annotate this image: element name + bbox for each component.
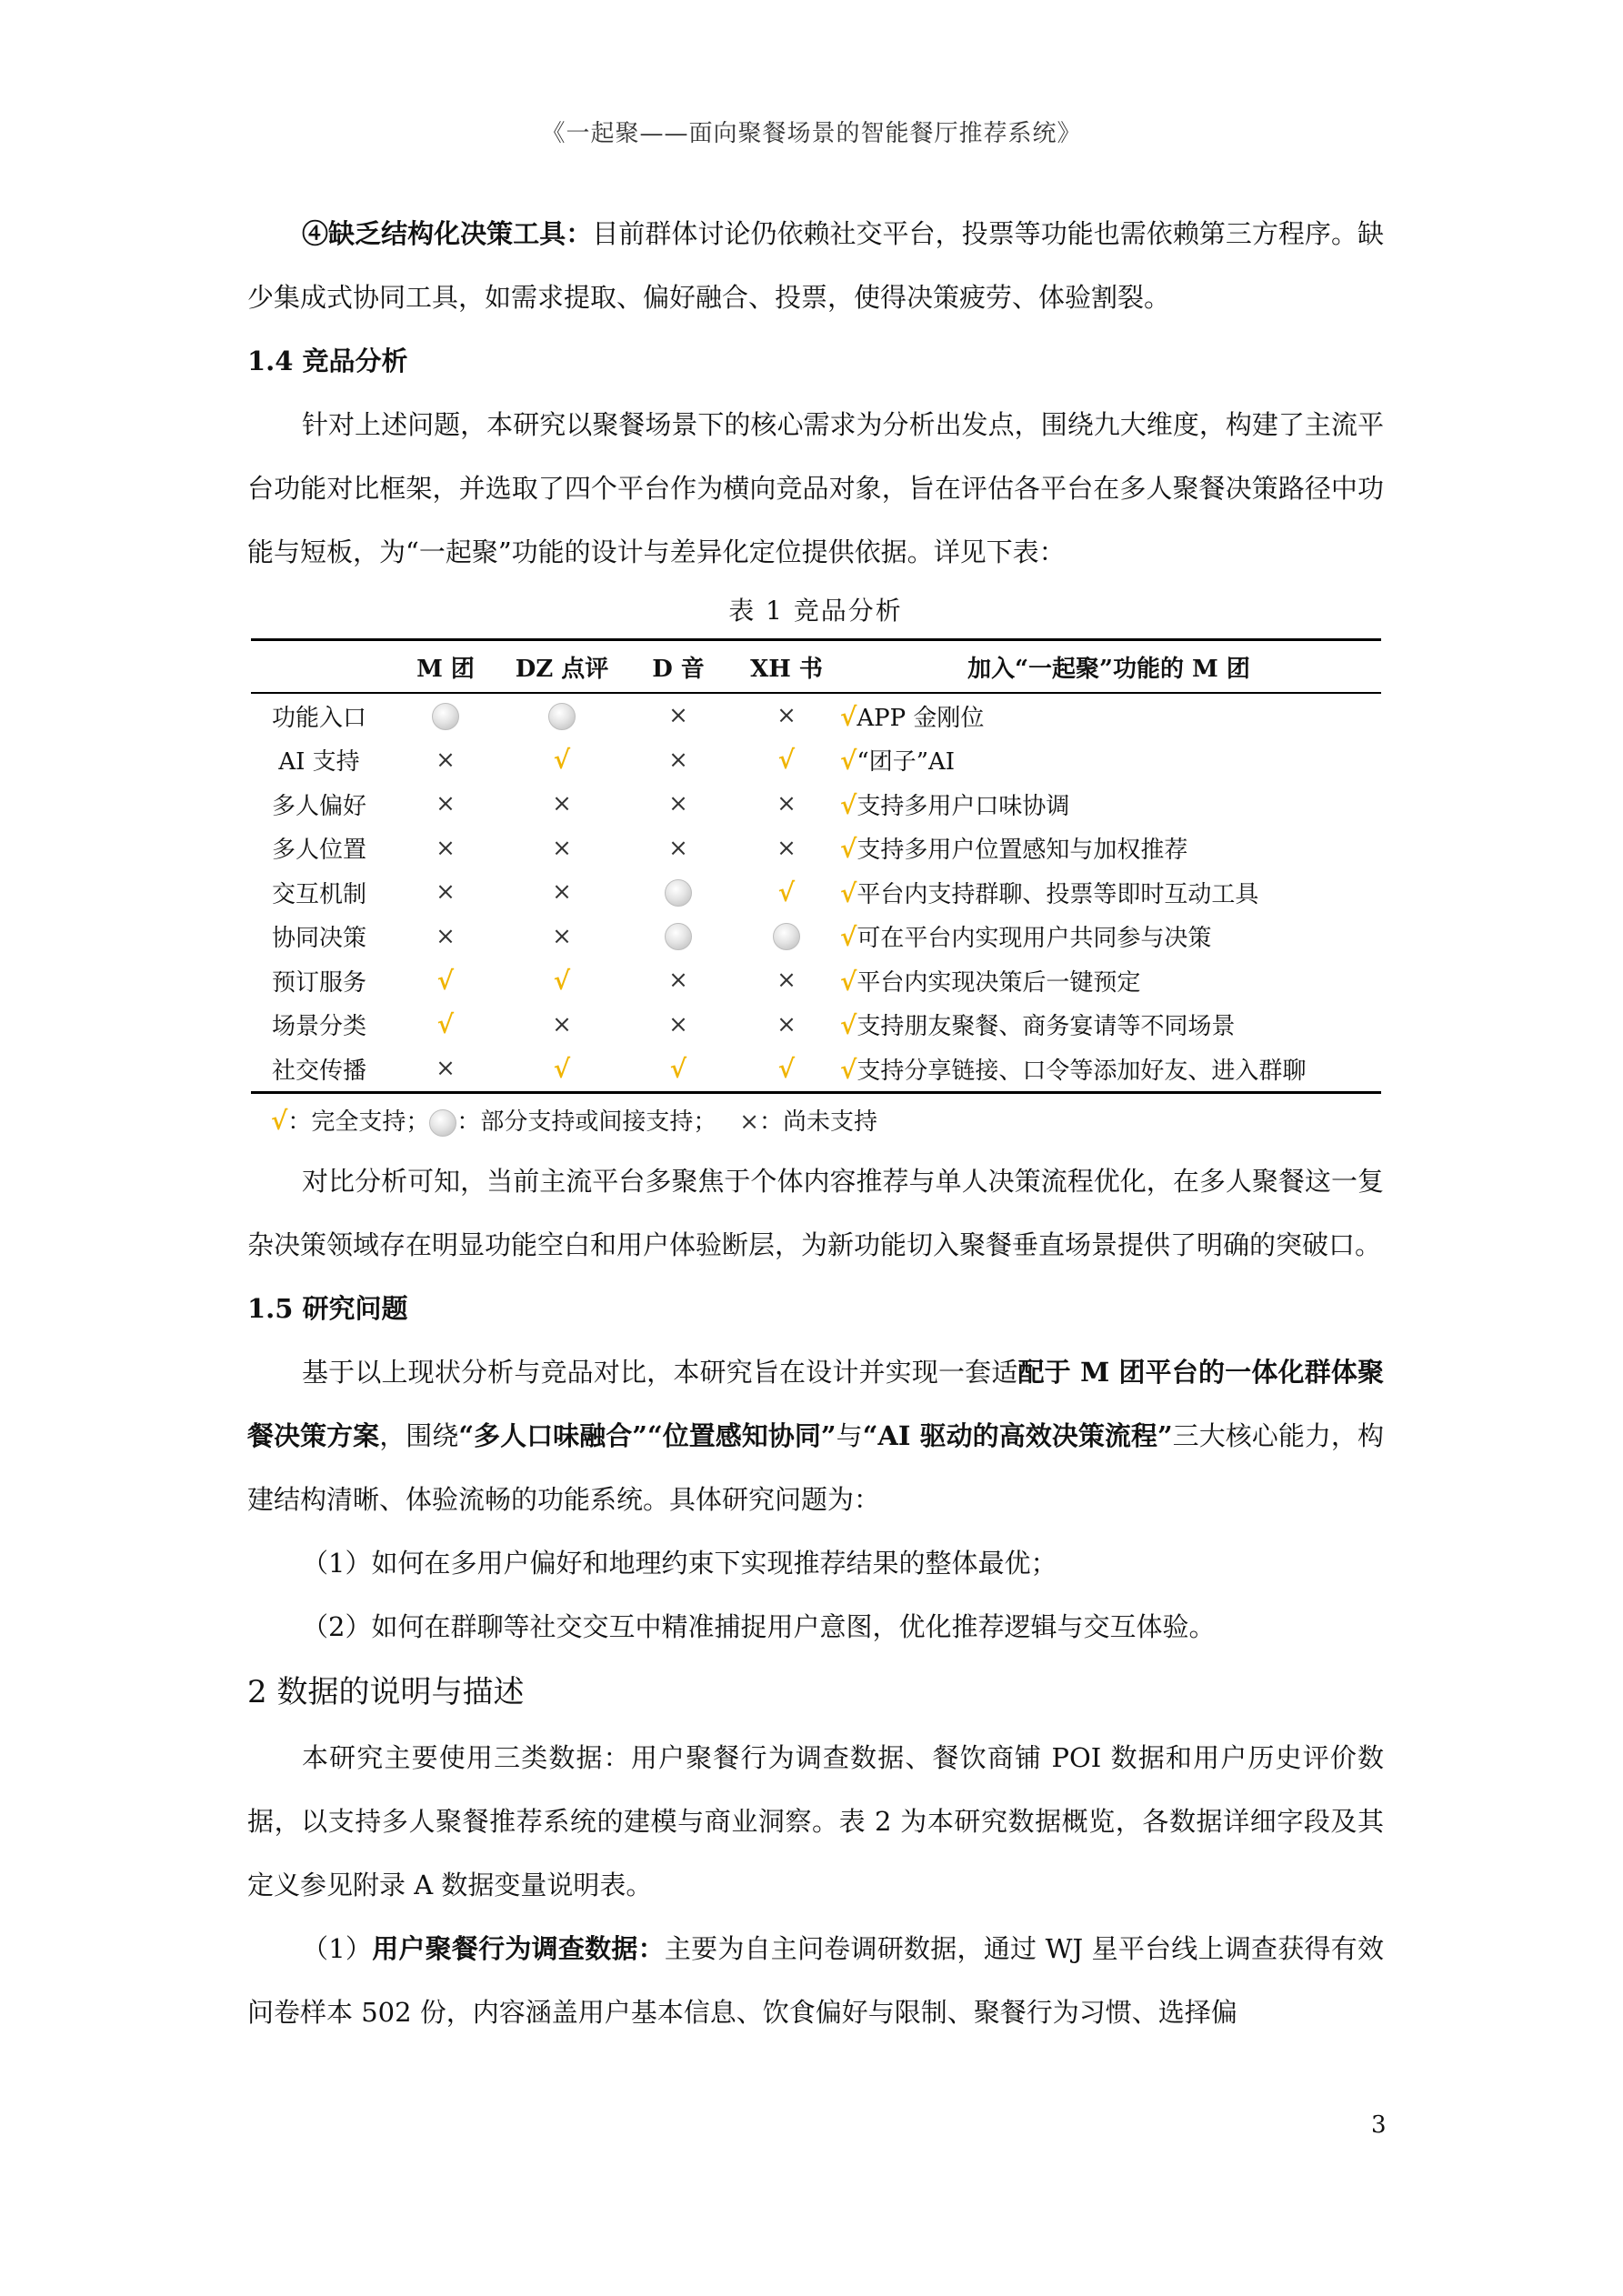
cross-icon: × xyxy=(436,746,456,774)
support-cell xyxy=(387,1003,504,1048)
bold-run: “多人口味融合”“位置感知协同” xyxy=(458,1419,837,1451)
support-cell xyxy=(387,782,504,827)
check-icon: √ xyxy=(840,1010,857,1041)
feature-desc-cell xyxy=(837,827,1381,871)
support-cell xyxy=(620,693,736,738)
feature-cell: AI 支持 xyxy=(278,748,360,777)
cross-icon: × xyxy=(668,746,688,774)
support-cell xyxy=(504,738,620,783)
feature-desc: “团子”AI xyxy=(857,748,956,777)
table-header-row xyxy=(251,640,1381,694)
table-row xyxy=(251,1047,1381,1092)
support-cell xyxy=(387,915,504,959)
support-cell xyxy=(387,693,504,738)
feature-desc: 可在平台内实现用户共同参与决策 xyxy=(857,925,1212,953)
support-cell xyxy=(504,870,620,915)
check-icon: √ xyxy=(840,746,857,777)
feature-cell: 场景分类 xyxy=(271,1013,366,1041)
cross-icon: × xyxy=(436,834,456,862)
support-cell xyxy=(387,958,504,1003)
feature-cell: 多人位置 xyxy=(271,837,366,865)
cross-icon: × xyxy=(552,834,572,862)
bold-run: 用户聚餐行为调查数据： xyxy=(372,1932,665,1964)
header-cell: 加入“一起聚”功能的 M 团 xyxy=(837,640,1381,694)
header-cell: DZ 点评 xyxy=(504,640,620,694)
cross-icon: × xyxy=(668,1010,688,1038)
support-cell xyxy=(504,782,620,827)
support-cell xyxy=(736,782,837,827)
table-row xyxy=(251,782,1381,827)
legend-no: ：尚未支持 xyxy=(759,1108,878,1136)
cross-icon: × xyxy=(552,1010,572,1038)
feature-desc: 平台内实现决策后一键预定 xyxy=(857,968,1141,997)
paragraph-lack-tools xyxy=(247,202,1384,329)
support-cell xyxy=(620,738,736,783)
support-cell xyxy=(504,1003,620,1048)
feature-cell: 交互机制 xyxy=(271,880,366,908)
feature-desc-cell xyxy=(837,958,1381,1003)
header-cell: M 团 xyxy=(387,640,504,694)
cross-icon: × xyxy=(776,702,796,730)
cross-icon: × xyxy=(552,922,572,950)
cross-icon: × xyxy=(776,834,796,862)
check-icon: √ xyxy=(840,789,857,820)
feature-desc-cell xyxy=(837,1003,1381,1048)
check-icon: √ xyxy=(840,701,857,732)
support-cell xyxy=(387,827,504,871)
table-row xyxy=(251,870,1381,915)
paragraph-survey-data xyxy=(247,1917,1384,2044)
check-icon: √ xyxy=(669,1053,687,1084)
text-run: 主要为自主问卷调研数据，通过 WJ 星平台线上调查获得有效问卷样本 502 份，内容涵盖用户基本信息、饮食偏好与限制、聚餐行为习惯、选择偏 xyxy=(247,1932,1384,2028)
check-icon: √ xyxy=(553,745,571,776)
header-cell: D 音 xyxy=(620,640,736,694)
feature-desc: 支持多用户口味协调 xyxy=(857,792,1070,820)
text-run: 三大核心能力，构建结构清晰、体验流畅的功能系统。具体研究问题为： xyxy=(247,1419,1384,1515)
header-cell xyxy=(251,640,387,694)
partial-circle-icon xyxy=(429,1109,456,1137)
check-icon: √ xyxy=(436,1009,455,1040)
paragraph-competitor-intro: 针对上述问题，本研究以聚餐场景下的核心需求为分析出发点，围绕九大维度，构建了主流平台功能对比框架，并选取了四个平台作为横向竞品对象，旨在评估各平台在多人聚餐决策路径中功能与短板，为“一起聚”功能的设计与差异化定位提供依据。详见下表： xyxy=(247,409,1384,567)
header-cell: XH 书 xyxy=(736,640,837,694)
partial-circle-icon xyxy=(665,879,692,907)
support-cell xyxy=(620,958,736,1003)
feature-cell: 功能入口 xyxy=(271,704,366,732)
section-heading-1-5: 1.5 研究问题 xyxy=(247,1292,408,1324)
cross-icon: × xyxy=(552,878,572,907)
cross-icon: × xyxy=(776,790,796,818)
bold-run: “AI 驱动的高效决策流程” xyxy=(862,1419,1173,1451)
support-cell xyxy=(504,915,620,959)
check-icon: √ xyxy=(777,745,796,776)
paragraph-text: 目前群体讨论仍依赖社交平台，投票等功能也需依赖第三方程序。缺少集成式协同工具，如需求提取、偏好融合、投票，使得决策疲劳、体验割裂。 xyxy=(247,218,1384,313)
legend-yes: ：完全支持； xyxy=(287,1108,430,1136)
check-icon: √ xyxy=(271,1105,288,1136)
table-row xyxy=(251,958,1381,1003)
support-cell xyxy=(387,738,504,783)
cross-icon: × xyxy=(668,790,688,818)
feature-cell: 预订服务 xyxy=(271,968,366,997)
table-caption: 表 1 竞品分析 xyxy=(728,596,903,626)
table-row xyxy=(251,693,1381,738)
research-question-2: （2）如何在群聊等社交交互中精准捕捉用户意图，优化推荐逻辑与交互体验。 xyxy=(302,1610,1216,1642)
text-run: ，围绕 xyxy=(379,1419,459,1451)
support-cell xyxy=(620,1047,736,1092)
feature-cell: 社交传播 xyxy=(271,1057,366,1085)
text-run: 与 xyxy=(836,1419,863,1451)
table-row xyxy=(251,827,1381,871)
section-heading-1-4: 1.4 竞品分析 xyxy=(247,346,408,376)
support-cell xyxy=(736,1003,837,1048)
check-icon: √ xyxy=(553,1053,571,1084)
page-content xyxy=(247,202,1384,2044)
support-cell xyxy=(504,1047,620,1092)
cross-icon: × xyxy=(668,702,688,730)
cross-icon: × xyxy=(668,834,688,862)
feature-desc-cell xyxy=(837,1047,1381,1092)
support-cell xyxy=(620,827,736,871)
support-cell xyxy=(736,1047,837,1092)
support-cell xyxy=(736,693,837,738)
support-cell xyxy=(504,827,620,871)
support-cell xyxy=(504,958,620,1003)
paragraph-research-goal xyxy=(247,1340,1384,1531)
partial-circle-icon xyxy=(665,923,692,950)
cross-icon: × xyxy=(436,1055,456,1083)
support-cell xyxy=(387,1047,504,1092)
cross-icon: × xyxy=(436,878,456,907)
cross-icon: × xyxy=(436,922,456,950)
feature-cell: 多人偏好 xyxy=(271,792,366,820)
feature-desc-cell xyxy=(837,782,1381,827)
page-number: 3 xyxy=(1371,2111,1387,2139)
text-run: （1） xyxy=(302,1932,373,1964)
support-cell xyxy=(736,870,837,915)
support-cell xyxy=(504,693,620,738)
feature-desc: 平台内支持群聊、投票等即时互动工具 xyxy=(857,880,1259,908)
check-icon: √ xyxy=(436,965,455,996)
partial-circle-icon xyxy=(548,703,576,730)
cross-icon: × xyxy=(552,790,572,818)
cross-icon: × xyxy=(436,790,456,818)
support-cell xyxy=(736,958,837,1003)
check-icon: √ xyxy=(840,834,857,865)
paragraph-data-overview: 本研究主要使用三类数据：用户聚餐行为调查数据、餐饮商铺 POI 数据和用户历史评价数据，以支持多人聚餐推荐系统的建模与商业洞察。表 2 为本研究数据概览，各数据详细字段及其定义参见附录 A 数据变量说明表。 xyxy=(247,1741,1384,1900)
table-row xyxy=(251,915,1381,959)
support-cell xyxy=(736,738,837,783)
feature-desc: 支持分享链接、口令等添加好友、进入群聊 xyxy=(857,1057,1307,1085)
check-icon: √ xyxy=(777,1053,796,1084)
feature-desc: 支持朋友聚餐、商务宴请等不同场景 xyxy=(857,1013,1236,1041)
legend-partial: ：部分支持或间接支持； xyxy=(456,1108,717,1136)
cross-icon: × xyxy=(776,1010,796,1038)
support-cell xyxy=(736,915,837,959)
feature-desc-cell xyxy=(837,738,1381,783)
support-cell xyxy=(620,870,736,915)
cross-icon: × xyxy=(739,1108,760,1136)
running-header: 《一起聚——面向聚餐场景的智能餐厅推荐系统》 xyxy=(541,120,1082,147)
support-cell xyxy=(736,827,837,871)
check-icon: √ xyxy=(777,877,796,907)
table-row xyxy=(251,1003,1381,1048)
bold-run: 配于 M 团平台的一体化群体聚餐决策方案 xyxy=(247,1356,1384,1451)
support-cell xyxy=(620,782,736,827)
check-icon: √ xyxy=(553,965,571,996)
feature-cell: 协同决策 xyxy=(271,925,366,953)
check-icon: √ xyxy=(840,966,857,997)
cross-icon: × xyxy=(668,967,688,995)
support-cell xyxy=(620,1003,736,1048)
check-icon: √ xyxy=(840,1054,857,1085)
research-question-1: （1）如何在多用户偏好和地理约束下实现推荐结果的整体最优； xyxy=(302,1547,1057,1579)
paragraph-comparison-conclusion: 对比分析可知，当前主流平台多聚焦于个体内容推荐与单人决策流程优化，在多人聚餐这一复杂决策领域存在明显功能空白和用户体验断层，为新功能切入聚餐垂直场景提供了明确的突破口。 xyxy=(247,1165,1384,1260)
cross-icon: × xyxy=(776,967,796,995)
feature-desc: APP 金刚位 xyxy=(857,704,985,732)
check-icon: √ xyxy=(840,922,857,953)
feature-desc-cell xyxy=(837,870,1381,915)
table-row xyxy=(251,738,1381,783)
table-legend xyxy=(271,1094,1384,1149)
section-heading-2: 2 数据的说明与描述 xyxy=(247,1673,525,1710)
feature-desc: 支持多用户位置感知与加权推荐 xyxy=(857,837,1188,865)
support-cell xyxy=(620,915,736,959)
support-cell xyxy=(387,870,504,915)
paragraph-lead: ④缺乏结构化决策工具： xyxy=(302,218,593,249)
check-icon: √ xyxy=(840,877,857,908)
competitor-table xyxy=(251,638,1381,1094)
feature-desc-cell xyxy=(837,693,1381,738)
partial-circle-icon xyxy=(432,703,459,730)
feature-desc-cell xyxy=(837,915,1381,959)
text-run: 基于以上现状分析与竞品对比，本研究旨在设计并实现一套适 xyxy=(302,1356,1018,1388)
partial-circle-icon xyxy=(773,923,800,950)
